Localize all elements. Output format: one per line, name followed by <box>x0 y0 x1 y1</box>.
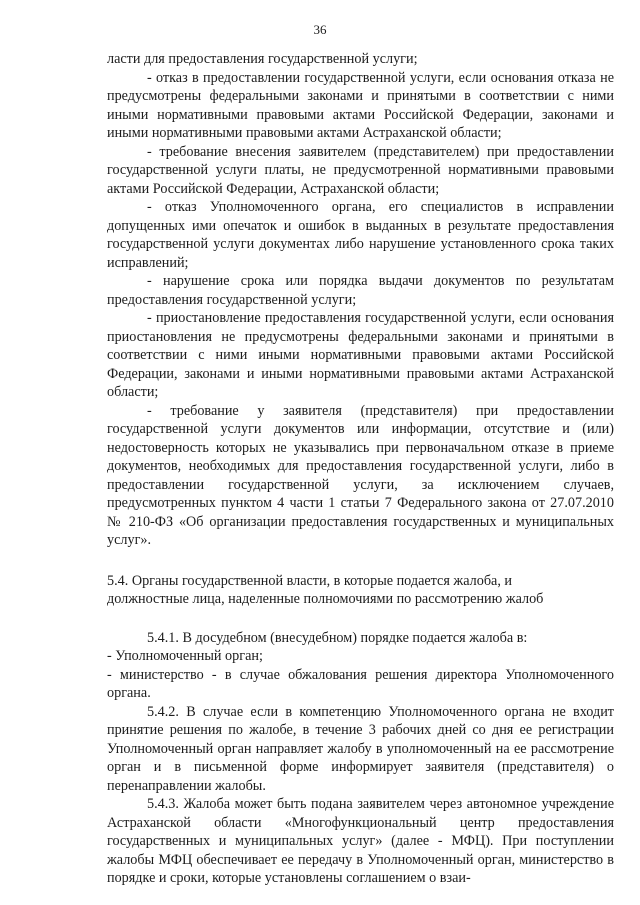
document-body <box>107 50 614 888</box>
page-number: 36 <box>313 22 327 37</box>
paragraph-5-4-1: 5.4.1. В досудебном (внесудебном) порядке подается жалоба в: <box>147 629 528 646</box>
paragraph-5-4-3: 5.4.3. Жалоба может быть подана заявителем через автономное учреждение Астраханской области «Многофункциональный центр предоставления государственных и муниципальных услуг» (далее - МФЦ). При поступлении жалобы МФЦ обеспечивает ее передачу в Уполномоченный орган, министерство в порядке и сроки, которые установлены соглашением о взаи- <box>107 796 614 886</box>
list-item-issuance-violation: - нарушение срока или порядка выдачи документов по результатам предоставления государственной услуги; <box>107 273 614 308</box>
list-item-payment-demand: - требование внесения заявителем (представителем) при предоставлении государственной услуги платы, не предусмотренной нормативными правовыми актами Российской Федерации, Астраханской области; <box>107 143 614 197</box>
list-item-refusal: - отказ в предоставлении государственной услуги, если основания отказа не предусмотрены федеральными законами и принятыми в соответствии с ними иными нормативными правовыми актами Российской Федерации, законами и иными нормативными правовыми актами Астраханской области; <box>107 69 614 141</box>
list-item-document-demand: - требование у заявителя (представителя) при предоставлении государственной услуги документов или информации, отсутствие и (или) недостоверность которых не указывались при первоначальном отказе в приеме документов, необходимых для предоставления государственной услуги, либо в предоставлении государственной услуги, за исключением случаев, предусмотренных пунктом 4 части 1 статьи 7 Федерального закона от 27.07.2010 № 210-ФЗ «Об организации предоставления государственных и муниципальных услуг». <box>107 402 614 548</box>
list-item-correction-refusal: - отказ Уполномоченного органа, его специалистов в исправлении допущенных ими опечаток и ошибок в выданных в результате предоставления государственной услуги документах либо нарушение установленного срока таких исправлений; <box>107 199 614 271</box>
section-heading <box>107 572 614 609</box>
section-heading-line-1: 5.4. Органы государственной власти, в которые подается жалоба, и <box>107 572 513 589</box>
list-item-ministry: - министерство - в случае обжалования решения директора Уполномоченного органа. <box>107 666 614 701</box>
paragraph-continuation: ласти для предоставления государственной услуги; <box>107 51 418 67</box>
list-item-authorized-body: - Уполномоченный орган; <box>107 648 263 664</box>
section-heading-line-2: должностные лица, наделенные полномочиями по рассмотрению жалоб <box>107 591 544 607</box>
paragraph-5-4-2: 5.4.2. В случае если в компетенцию Уполномоченного органа не входит принятие решения по жалобе, в течение 3 рабочих дней со дня ее регистрации Уполномоченный орган направляет жалобу в уполномоченный на ее рассмотрение орган и в письменной форме информирует заявителя (представителя) о перенаправлении жалобы. <box>107 703 614 794</box>
list-item-suspension: - приостановление предоставления государственной услуги, если основания приостановления не предусмотрены федеральными законами и принятыми в соответствии с ними иными нормативными правовыми актами Российской Федерации, законами и иными нормативными правовыми актами Астраханской области; <box>107 310 614 400</box>
